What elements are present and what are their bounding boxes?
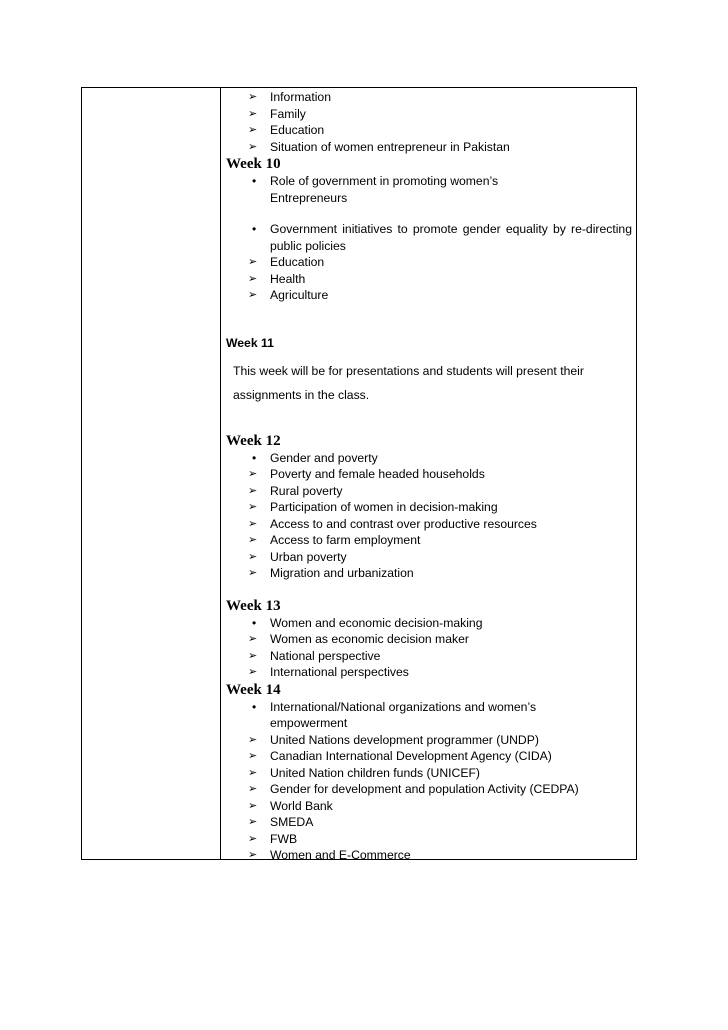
list-item: ➢ National perspective <box>248 648 381 663</box>
list-item: ➢ Education <box>248 123 325 137</box>
arrow-bullet-icon: ➢ <box>248 750 258 762</box>
list-item: ➢ Participation of women in decision-making <box>248 500 498 514</box>
list-item: ➢ World Bank <box>248 798 333 813</box>
week-14-heading: Week 14 <box>226 681 281 698</box>
list-item: ➢ Situation of women entrepreneur in Pakistan <box>248 139 510 154</box>
list-item: ➢ Education <box>248 255 325 269</box>
arrow-bullet-icon: ➢ <box>248 140 258 153</box>
arrow-bullet-icon: ➢ <box>248 666 258 678</box>
topic-list-top <box>226 89 632 155</box>
list-item: ➢ Urban poverty <box>248 549 347 564</box>
arrow-bullet-icon: ➢ <box>248 783 258 795</box>
list-item: ➢ Rural poverty <box>248 483 343 498</box>
list-item: ➢ Poverty and female headed households <box>248 467 485 481</box>
list-item: • International/National organizations and women’s empowerment <box>252 699 537 730</box>
arrow-bullet-icon: ➢ <box>248 849 258 861</box>
round-bullet-icon: • <box>252 174 257 188</box>
arrow-bullet-icon: ➢ <box>248 484 258 497</box>
arrow-bullet-icon: ➢ <box>248 799 258 812</box>
list-item: ➢ FWB <box>248 831 298 846</box>
arrow-bullet-icon: ➢ <box>248 517 258 530</box>
week-11-heading: Week 11 <box>226 335 274 350</box>
arrow-bullet-icon: ➢ <box>248 124 258 136</box>
list-item: ➢ United Nations development programmer (UNDP) <box>248 732 539 747</box>
list-item: • Women and economic decision-making <box>252 615 483 630</box>
week-10-heading: Week 10 <box>226 156 281 172</box>
round-bullet-icon: • <box>252 222 257 236</box>
round-bullet-icon: • <box>252 699 257 714</box>
list-item: ➢ Gender for development and population Activity (CEDPA) <box>248 782 579 796</box>
course-content <box>226 89 632 864</box>
list-item: ➢ Health <box>248 271 306 286</box>
arrow-bullet-icon: ➢ <box>248 534 258 546</box>
list-item: ➢ Agriculture <box>248 288 329 302</box>
list-item: ➢ United Nation children funds (UNICEF) <box>248 765 480 780</box>
arrow-bullet-icon: ➢ <box>248 289 258 301</box>
round-bullet-icon: • <box>252 615 257 630</box>
arrow-bullet-icon: ➢ <box>248 107 258 120</box>
week-11-text: This week will be for presentations and students will present their assignments in the class. <box>233 363 584 402</box>
arrow-bullet-icon: ➢ <box>248 832 258 845</box>
arrow-bullet-icon: ➢ <box>248 468 258 480</box>
list-item: ➢ Migration and urbanization <box>248 566 414 580</box>
week-13-heading: Week 13 <box>226 597 281 614</box>
arrow-bullet-icon: ➢ <box>248 501 258 513</box>
list-item: ➢ Canadian International Development Agency (CIDA) <box>248 749 552 763</box>
arrow-bullet-icon: ➢ <box>248 649 258 662</box>
list-item: • Role of government in promoting women’s Entrepreneurs <box>252 174 499 205</box>
list-item: ➢ SMEDA <box>248 815 314 829</box>
arrow-bullet-icon: ➢ <box>248 91 258 103</box>
list-item: ➢ Women and E-Commerce <box>248 848 411 862</box>
arrow-bullet-icon: ➢ <box>248 256 258 268</box>
arrow-bullet-icon: ➢ <box>248 633 258 645</box>
list-item: ➢ Information <box>248 90 331 104</box>
arrow-bullet-icon: ➢ <box>248 733 258 746</box>
round-bullet-icon: • <box>252 450 257 465</box>
arrow-bullet-icon: ➢ <box>248 567 258 579</box>
arrow-bullet-icon: ➢ <box>248 550 258 563</box>
list-item: ➢ International perspectives <box>248 665 409 679</box>
list-item: • Government initiatives to promote gender equality by re-directing public policies <box>252 222 632 253</box>
list-item: ➢ Access to farm employment <box>248 533 421 547</box>
arrow-bullet-icon: ➢ <box>248 816 258 828</box>
list-item: ➢ Family <box>248 106 306 121</box>
list-item: ➢ Women as economic decision maker <box>248 632 469 646</box>
list-item: • Gender and poverty <box>252 450 378 465</box>
week-12-heading: Week 12 <box>226 432 281 449</box>
list-item: ➢ Access to and contrast over productive resources <box>248 516 537 531</box>
arrow-bullet-icon: ➢ <box>248 272 258 285</box>
column-divider <box>220 88 221 859</box>
arrow-bullet-icon: ➢ <box>248 766 258 779</box>
